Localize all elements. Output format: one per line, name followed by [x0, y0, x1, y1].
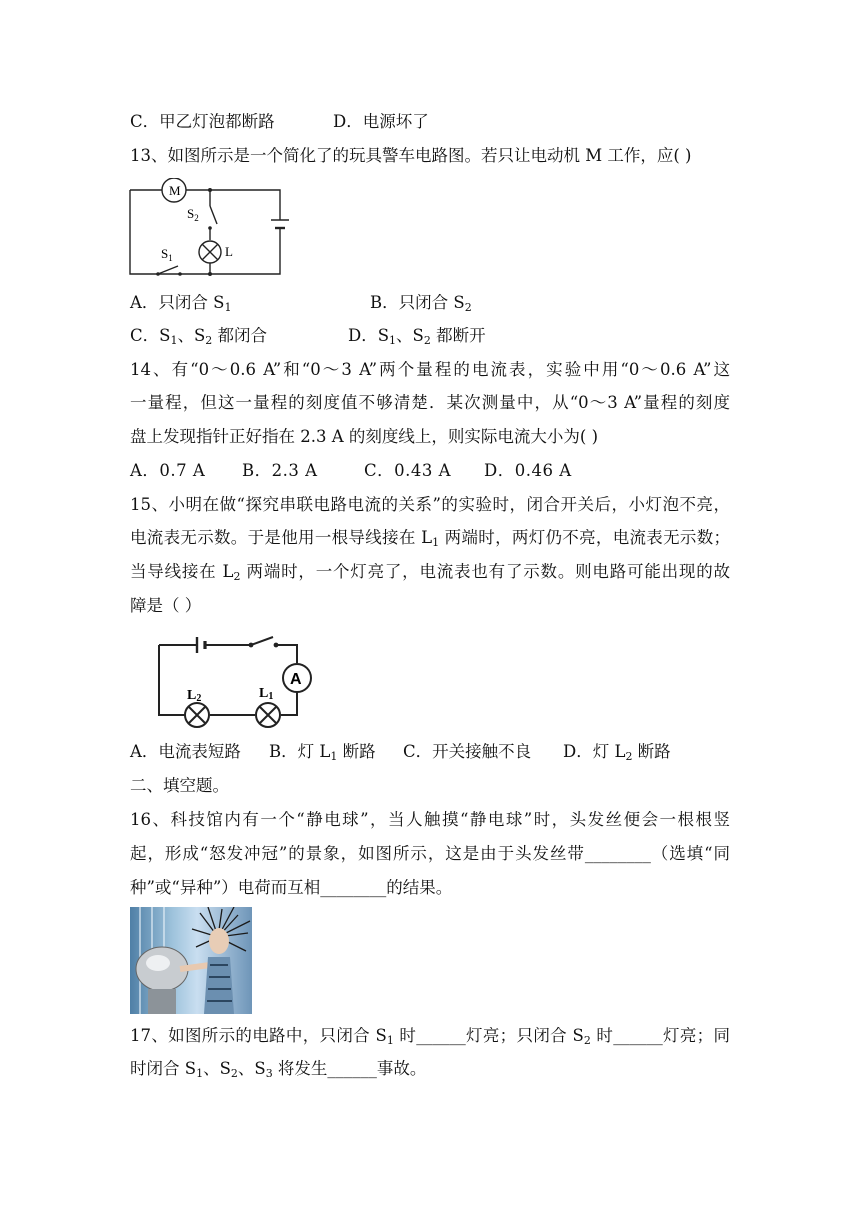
q14-line-1: 14、有“0～0.6 A”和“0～3 A”两个量程的电流表，实验中用“0～0.6 A”这 [130, 360, 730, 379]
q12-option-c: C．甲乙灯泡都断路 [130, 112, 275, 131]
l2-label: L2 [187, 688, 202, 704]
q17-line-2: 时闭合 $S_1$、$S_2$、$S_3$ 将发生______事故。 [130, 1059, 427, 1080]
q15-line-1: 15、小明在做“探究串联电路电流的关系”的实验时，闭合开关后，小灯泡不亮， [130, 495, 730, 514]
q16-line-3: 种”或“异种”）电荷而互相________的结果。 [130, 878, 453, 897]
s1-label: $S_1$ [161, 246, 173, 263]
q17-line-1: 17、如图所示的电路中，只闭合 $S_1$ 时______灯亮；只闭合 $S_2$ 时______灯亮；同 [130, 1026, 731, 1047]
motor-label: M [169, 183, 181, 198]
q15-line-4: 障是（ ） [130, 596, 202, 615]
q16-line-2: 起，形成“怒发冲冠”的景象，如图所示，这是由于头发丝带________（选填“同 [130, 844, 730, 863]
static-electricity-photo [130, 907, 252, 1014]
lamp-label: L [225, 244, 233, 259]
q13-option-a: A．只闭合 $S_1$ [130, 293, 232, 314]
ammeter-label: A [290, 671, 302, 688]
q14-option-b: B．2.3 A [242, 461, 318, 480]
l1-label: L1 [259, 686, 274, 702]
q15-option-d: D．灯 $L_2$ 断路 [563, 742, 671, 763]
q15-circuit-diagram [155, 633, 315, 729]
q14-line-2: 一量程，但这一量程的刻度值不够清楚．某次测量中，从“0～3 A”量程的刻度 [130, 393, 730, 412]
s2-label: $S_2$ [187, 206, 199, 223]
q13-option-c: C．$S_1$、$S_2$ 都闭合 [130, 326, 267, 347]
q14-line-3: 盘上发现指针正好指在 2.3 A 的刻度线上，则实际电流大小为( ) [130, 427, 599, 446]
q15-option-c: C．开关接触不良 [403, 742, 532, 761]
q15-option-a: A．电流表短路 [130, 742, 241, 761]
section-heading-fill-in: 二、填空题。 [130, 776, 229, 795]
q13-circuit-diagram [125, 178, 295, 278]
q13-option-b: B．只闭合 $S_2$ [370, 293, 472, 314]
q15-line-2: 电流表无示数。于是他用一根导线接在 $L_1$ 两端时，两灯仍不亮，电流表无示数； [130, 528, 731, 549]
q15-line-3: 当导线接在 $L_2$ 两端时，一个灯亮了，电流表也有了示数。则电路可能出现的故 [130, 562, 731, 583]
q13-option-d: D．$S_1$、$S_2$ 都断开 [348, 326, 486, 347]
q14-option-d: D．0.46 A [484, 461, 572, 480]
q14-option-a: A．0.7 A [130, 461, 206, 480]
q14-option-c: C．0.43 A [364, 461, 452, 480]
q13-stem: 13、如图所示是一个简化了的玩具警车电路图。若只让电动机 M 工作，应( ) [130, 146, 692, 165]
q15-option-b: B．灯 $L_1$ 断路 [269, 742, 376, 763]
q12-option-d: D．电源坏了 [333, 112, 429, 131]
q16-line-1: 16、科技馆内有一个“静电球”，当人触摸“静电球”时，头发丝便会一根根竖 [130, 810, 730, 829]
